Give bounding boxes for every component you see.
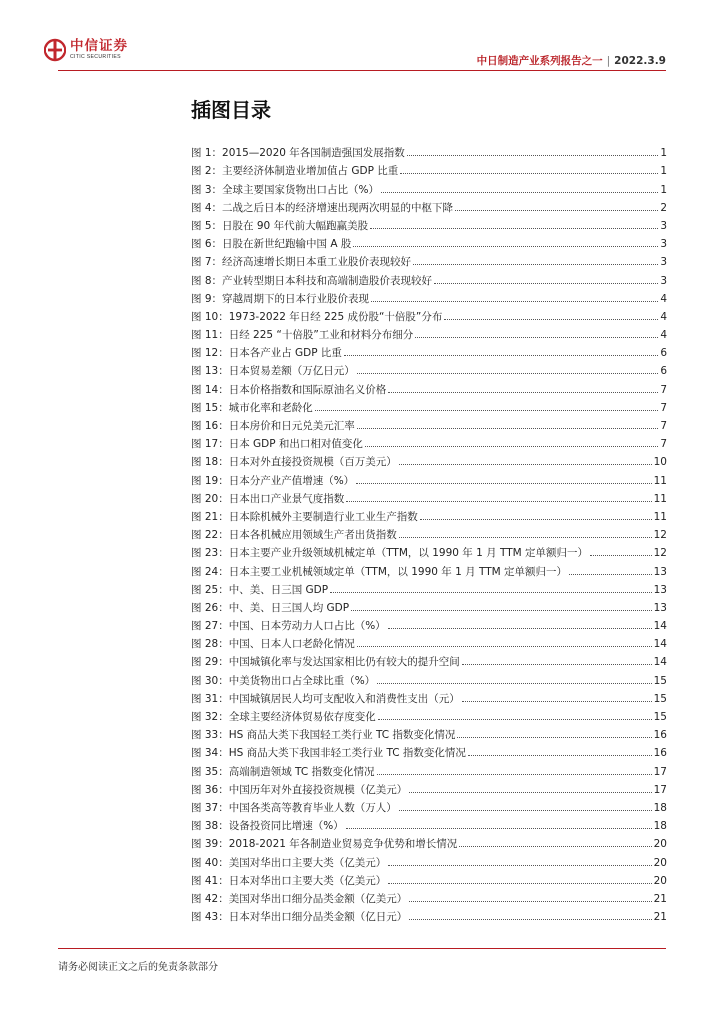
- toc-figure-title: 美国对华出口细分品类金额（亿美元）: [228, 892, 408, 905]
- toc-figure-number: 图 24：: [191, 565, 229, 578]
- toc-figure-title: 日本出口产业景气度指数: [228, 492, 345, 505]
- toc-dot-leader: [353, 246, 658, 247]
- toc-figure-title: 日本对外直接投资规模（百万美元）: [228, 456, 397, 469]
- toc-entry[interactable]: [191, 341, 667, 359]
- toc-figure-title: 美国对华出口主要大类（亿美元）: [228, 856, 387, 869]
- toc-page-number: 12: [653, 529, 667, 542]
- toc-page-number: 18: [653, 820, 667, 833]
- toc-figure-title: 中国历年对外直接投资规模（亿美元）: [228, 783, 408, 796]
- toc-page-number: 3: [660, 274, 667, 287]
- toc-dot-leader: [330, 592, 652, 593]
- toc-page-number: 21: [653, 911, 667, 924]
- toc-figure-title: 中、美、日三国 GDP: [228, 583, 329, 596]
- toc-page-number: 12: [653, 547, 667, 560]
- toc-entry[interactable]: [191, 305, 667, 323]
- toc-figure-number: 图 17：: [191, 438, 229, 451]
- toc-figure-title: 日股在 90 年代前大幅跑赢美股: [222, 219, 369, 232]
- toc-dot-leader: [357, 646, 652, 647]
- toc-figure-title: 日本主要产业升级领域机械定单（TTM，以 1990 年 1 月 TTM 定单额归一）: [228, 547, 589, 560]
- toc-figure-number: 图 27：: [191, 620, 229, 633]
- toc-figure-title: 城市化率和老龄化: [228, 401, 313, 414]
- toc-entry[interactable]: [191, 741, 667, 759]
- toc-page-number: 13: [653, 565, 667, 578]
- toc-figure-number: 图 29：: [191, 656, 229, 669]
- toc-figure-number: 图 37：: [191, 801, 229, 814]
- toc-page-number: 7: [660, 420, 667, 432]
- toc-entry[interactable]: [191, 287, 667, 305]
- toc-figure-number: 图 31：: [191, 692, 229, 705]
- toc-page-number: 15: [653, 674, 667, 687]
- toc-page-number: 20: [653, 856, 667, 869]
- toc-figure-number: 图 23：: [191, 547, 229, 560]
- toc-figure-title: 全球主要国家货物出口占比（%）: [222, 183, 380, 196]
- toc-figure-number: 图 19：: [191, 474, 229, 487]
- toc-page-number: 21: [653, 892, 667, 905]
- toc-entry[interactable]: [191, 850, 667, 868]
- toc-dot-leader: [409, 901, 651, 902]
- toc-figure-number: 图 40：: [191, 856, 229, 869]
- toc-figure-number: 图 32：: [191, 711, 229, 723]
- toc-entry[interactable]: [191, 650, 667, 668]
- toc-figure-title: 日经 225 “十倍股”工业和材料分布细分: [228, 329, 414, 342]
- toc-dot-leader: [388, 883, 651, 884]
- toc-page-number: 17: [653, 765, 667, 778]
- toc-figure-title: 1973-2022 年日经 225 成份股“十倍股”分布: [228, 310, 443, 323]
- toc-entry[interactable]: [191, 723, 667, 741]
- toc-figure-title: 日本除机械外主要制造行业工业生产指数: [228, 510, 418, 523]
- citic-logo-icon: [44, 38, 66, 62]
- toc-entry[interactable]: [191, 432, 667, 450]
- toc-entry[interactable]: [191, 359, 667, 377]
- toc-page-number: 16: [653, 747, 667, 760]
- toc-dot-leader: [444, 319, 658, 320]
- toc-figure-number: 图 3：: [191, 183, 223, 196]
- toc-page-number: 20: [653, 838, 667, 851]
- toc-dot-leader: [434, 283, 658, 284]
- toc-figure-number: 图 14：: [191, 383, 229, 396]
- toc-figure-title: 中、美、日三国人均 GDP: [228, 601, 350, 614]
- toc-dot-leader: [457, 737, 651, 738]
- toc-entry[interactable]: [191, 396, 667, 414]
- toc-dot-leader: [400, 173, 658, 174]
- toc-figure-title: 中国各类高等教育毕业人数（万人）: [228, 801, 397, 814]
- toc-figure-number: 图 33：: [191, 729, 229, 742]
- footer-disclaimer: 请务必阅读正文之后的免责条款部分: [58, 962, 218, 973]
- toc-page-number: 1: [660, 183, 667, 196]
- toc-figure-number: 图 7：: [191, 256, 223, 269]
- toc-entry[interactable]: [191, 759, 667, 777]
- toc-dot-leader: [409, 792, 651, 793]
- toc-entry[interactable]: [191, 159, 667, 177]
- toc-figure-title: 中国、日本人口老龄化情况: [228, 638, 355, 651]
- toc-figure-title: 2018-2021 年各制造业贸易竞争优势和增长情况: [228, 838, 458, 851]
- toc-dot-leader: [344, 355, 658, 356]
- toc-entry[interactable]: [191, 487, 667, 505]
- toc-entry[interactable]: [191, 814, 667, 832]
- toc-figure-title: 中国城镇居民人均可支配收入和消费性支出（元）: [228, 692, 460, 705]
- toc-entry[interactable]: [191, 614, 667, 632]
- toc-dot-leader: [462, 664, 652, 665]
- toc-page-number: 3: [660, 238, 667, 251]
- header-divider: [58, 70, 666, 71]
- toc-page-number: 15: [653, 711, 667, 723]
- toc-figure-title: 中国城镇化率与发达国家相比仍有较大的提升空间: [228, 656, 460, 669]
- toc-entry[interactable]: [191, 450, 667, 468]
- toc-entry[interactable]: [191, 177, 667, 195]
- toc-entry[interactable]: [191, 377, 667, 395]
- toc-page-number: 4: [660, 292, 667, 305]
- toc-figure-number: 图 5：: [191, 219, 223, 232]
- toc-entry[interactable]: [191, 796, 667, 814]
- toc-dot-leader: [420, 519, 652, 520]
- toc-figure-number: 图 41：: [191, 874, 229, 887]
- company-logo: [44, 38, 128, 62]
- toc-page-number: 20: [653, 874, 667, 887]
- toc-dot-leader: [399, 810, 652, 811]
- toc-figure-number: 图 42：: [191, 892, 229, 905]
- toc-figure-number: 图 18：: [191, 456, 229, 469]
- figure-index-list: [191, 141, 667, 923]
- toc-dot-leader: [388, 628, 652, 629]
- toc-figure-title: 日本贸易差额（万亿日元）: [228, 365, 355, 378]
- toc-dot-leader: [413, 264, 658, 265]
- report-date: 2022.3.9: [614, 55, 666, 67]
- toc-figure-number: 图 30：: [191, 674, 229, 687]
- toc-dot-leader: [399, 537, 652, 538]
- toc-entry[interactable]: [191, 523, 667, 541]
- toc-dot-leader: [569, 574, 652, 575]
- toc-dot-leader: [459, 846, 651, 847]
- toc-figure-number: 图 43：: [191, 911, 229, 924]
- toc-figure-title: 经济高速增长期日本重工业股价表现较好: [222, 256, 412, 269]
- toc-figure-number: 图 39：: [191, 838, 229, 851]
- toc-page-number: 13: [653, 601, 667, 614]
- toc-dot-leader: [399, 464, 652, 465]
- toc-dot-leader: [365, 446, 658, 447]
- toc-dot-leader: [346, 501, 651, 502]
- toc-figure-number: 图 13：: [191, 365, 229, 378]
- toc-entry[interactable]: [191, 869, 667, 887]
- toc-dot-leader: [371, 301, 658, 302]
- toc-figure-title: 日本房价和日元兑美元汇率: [228, 420, 355, 432]
- toc-entry[interactable]: [191, 832, 667, 850]
- toc-page-number: 13: [653, 583, 667, 596]
- toc-dot-leader: [377, 774, 652, 775]
- toc-page-number: 11: [653, 510, 667, 523]
- toc-figure-title: 中国、日本劳动力人口占比（%）: [228, 620, 386, 633]
- toc-entry[interactable]: [191, 887, 667, 905]
- toc-entry[interactable]: [191, 414, 667, 432]
- toc-dot-leader: [356, 483, 651, 484]
- toc-figure-title: 高端制造领域 TC 指数变化情况: [228, 765, 375, 778]
- toc-dot-leader: [468, 755, 652, 756]
- toc-dot-leader: [370, 228, 658, 229]
- toc-page-number: 10: [653, 456, 667, 469]
- toc-page-number: 4: [660, 310, 667, 323]
- toc-figure-number: 图 12：: [191, 347, 229, 360]
- toc-entry[interactable]: [191, 250, 667, 268]
- toc-page-number: 2: [660, 201, 667, 214]
- toc-dot-leader: [455, 210, 658, 211]
- toc-page-number: 3: [660, 256, 667, 269]
- toc-figure-title: 2015—2020 年各国制造强国发展指数: [222, 147, 405, 160]
- toc-dot-leader: [377, 683, 651, 684]
- toc-dot-leader: [590, 555, 652, 556]
- toc-figure-title: HS 商品大类下我国非轻工类行业 TC 指数变化情况: [228, 747, 466, 760]
- toc-dot-leader: [381, 192, 658, 193]
- toc-entry[interactable]: [191, 141, 667, 159]
- toc-page-number: 11: [653, 474, 667, 487]
- toc-figure-number: 图 35：: [191, 765, 229, 778]
- toc-entry[interactable]: [191, 196, 667, 214]
- toc-page-number: 7: [660, 438, 667, 451]
- toc-entry[interactable]: [191, 214, 667, 232]
- toc-page-number: 7: [660, 401, 667, 414]
- toc-entry[interactable]: [191, 687, 667, 705]
- toc-page-number: 11: [653, 492, 667, 505]
- toc-page-number: 16: [653, 729, 667, 742]
- toc-page-number: 14: [653, 656, 667, 669]
- toc-figure-title: 日股在新世纪跑输中国 A 股: [222, 238, 352, 251]
- toc-entry[interactable]: [191, 578, 667, 596]
- toc-page-number: 14: [653, 620, 667, 633]
- footer-divider: [58, 948, 666, 949]
- toc-figure-title: 日本对华出口主要大类（亿美元）: [228, 874, 387, 887]
- toc-entry[interactable]: [191, 268, 667, 286]
- toc-entry[interactable]: [191, 559, 667, 577]
- toc-page-number: 1: [660, 147, 667, 160]
- toc-figure-number: 图 2：: [191, 165, 223, 178]
- toc-figure-number: 图 15：: [191, 401, 229, 414]
- toc-entry[interactable]: [191, 232, 667, 250]
- toc-dot-leader: [357, 373, 659, 374]
- toc-figure-number: 图 8：: [191, 274, 223, 287]
- toc-figure-title: 中美货物出口占全球比重（%）: [228, 674, 376, 687]
- toc-figure-title: 日本各产业占 GDP 比重: [228, 347, 342, 360]
- toc-entry[interactable]: [191, 905, 667, 923]
- toc-dot-leader: [388, 392, 658, 393]
- toc-figure-number: 图 25：: [191, 583, 229, 596]
- toc-figure-title: 日本各机械应用领域生产者出货指数: [228, 529, 397, 542]
- toc-figure-title: HS 商品大类下我国轻工类行业 TC 指数变化情况: [228, 729, 456, 742]
- toc-figure-number: 图 34：: [191, 747, 229, 760]
- toc-page-number: 15: [653, 692, 667, 705]
- toc-page-number: 18: [653, 801, 667, 814]
- toc-page-number: 6: [660, 347, 667, 360]
- toc-figure-number: 图 11：: [191, 329, 229, 342]
- toc-dot-leader: [315, 410, 659, 411]
- toc-entry[interactable]: [191, 323, 667, 341]
- toc-page-number: 1: [660, 165, 667, 178]
- toc-entry[interactable]: [191, 705, 667, 723]
- toc-figure-number: 图 21：: [191, 510, 229, 523]
- toc-figure-number: 图 26：: [191, 601, 229, 614]
- toc-figure-title: 产业转型期日本科技和高端制造股价表现较好: [222, 274, 433, 287]
- toc-dot-leader: [388, 865, 651, 866]
- toc-figure-title: 日本分产业产值增速（%）: [228, 474, 355, 487]
- toc-figure-title: 日本对华出口细分品类金额（亿日元）: [228, 911, 408, 924]
- toc-dot-leader: [462, 701, 652, 702]
- toc-figure-title: 主要经济体制造业增加值占 GDP 比重: [222, 165, 399, 178]
- toc-entry[interactable]: [191, 541, 667, 559]
- toc-figure-number: 图 9：: [191, 292, 223, 305]
- toc-figure-title: 日本主要工业机械领域定单（TTM，以 1990 年 1 月 TTM 定单额归一）: [228, 565, 568, 578]
- toc-figure-number: 图 20：: [191, 492, 229, 505]
- toc-dot-leader: [409, 919, 651, 920]
- report-series: 中日制造产业系列报告之一: [476, 55, 603, 67]
- toc-page-number: 14: [653, 638, 667, 651]
- toc-dot-leader: [378, 719, 652, 720]
- toc-figure-title: 日本 GDP 和出口相对值变化: [228, 438, 363, 451]
- toc-figure-number: 图 6：: [191, 238, 223, 251]
- toc-entry[interactable]: [191, 505, 667, 523]
- toc-entry[interactable]: [191, 778, 667, 796]
- toc-entry[interactable]: [191, 632, 667, 650]
- toc-figure-number: 图 1：: [191, 147, 223, 160]
- toc-figure-number: 图 22：: [191, 529, 229, 542]
- logo-english-name: CITIC SECURITIES: [70, 54, 121, 61]
- toc-figure-number: 图 16：: [191, 420, 229, 432]
- toc-figure-number: 图 38：: [191, 820, 229, 833]
- toc-figure-title: 日本价格指数和国际原油名义价格: [228, 383, 387, 396]
- toc-page-number: 7: [660, 383, 667, 396]
- toc-figure-number: 图 10：: [191, 310, 229, 323]
- toc-figure-title: 全球主要经济体贸易依存度变化: [228, 711, 376, 723]
- toc-dot-leader: [346, 828, 652, 829]
- toc-dot-leader: [357, 428, 659, 429]
- logo-chinese-name: 中信证券: [70, 37, 128, 54]
- header-separator: |: [606, 55, 611, 67]
- report-header: [477, 53, 666, 68]
- toc-dot-leader: [407, 155, 659, 156]
- toc-figure-number: 图 4：: [191, 201, 223, 214]
- toc-entry[interactable]: [191, 596, 667, 614]
- toc-page-number: 4: [660, 329, 667, 342]
- toc-page-number: 17: [653, 783, 667, 796]
- toc-page-number: 3: [660, 219, 667, 232]
- toc-figure-number: 图 36：: [191, 783, 229, 796]
- toc-figure-title: 设备投资同比增速（%）: [228, 820, 344, 833]
- toc-figure-number: 图 28：: [191, 638, 229, 651]
- toc-figure-title: 二战之后日本的经济增速出现两次明显的中枢下降: [222, 201, 454, 214]
- toc-entry[interactable]: [191, 668, 667, 686]
- page-title: 插图目录: [191, 98, 271, 122]
- toc-entry[interactable]: [191, 468, 667, 486]
- toc-page-number: 6: [660, 365, 667, 378]
- toc-dot-leader: [415, 337, 658, 338]
- toc-dot-leader: [351, 610, 652, 611]
- toc-figure-title: 穿越周期下的日本行业股价表现: [222, 292, 370, 305]
